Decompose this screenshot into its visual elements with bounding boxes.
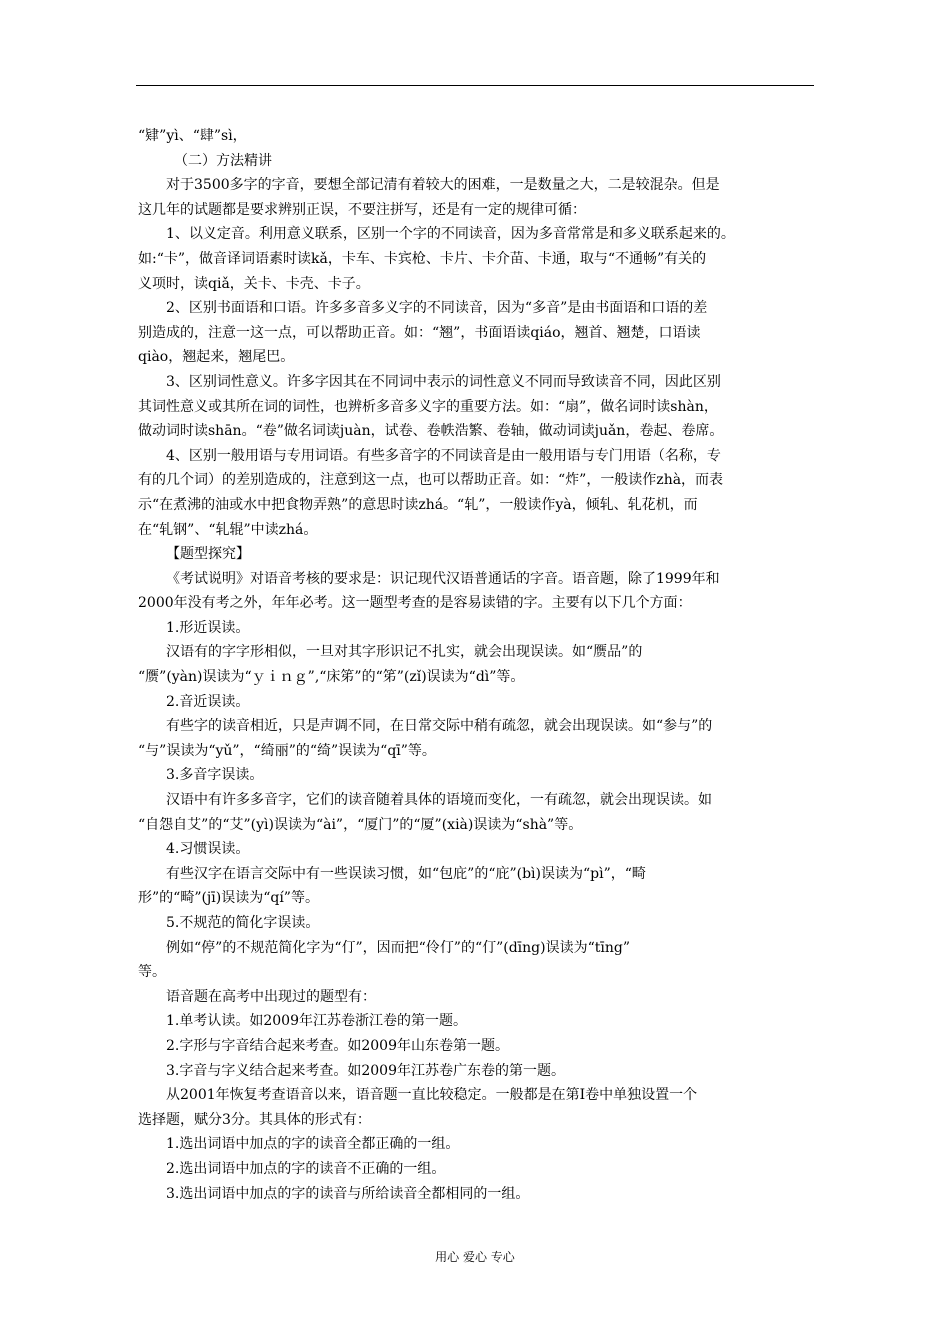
text-line: 对于3500多字的字音，要想全部记清有着较大的困难，一是数量之大，二是较混杂。但是 bbox=[166, 177, 720, 194]
list-item: 1.选出词语中加点的字的读音全都正确的一组。 bbox=[166, 1136, 460, 1153]
list-item: 2.音近误读。 bbox=[166, 693, 250, 710]
text-line: 这几年的试题都是要求辨别正误，不要注拼写，还是有一定的规律可循： bbox=[138, 201, 586, 218]
text-line: “肄”yì、“肆”sì， bbox=[138, 128, 247, 144]
text-line: 其词性意义或其所在词的词性，也辨析多音多义字的重要方法。如：“扇”，做名词时读shàn， bbox=[138, 398, 718, 415]
text-line: 义项时，读qiǎ，关卡、卡壳、卡子。 bbox=[138, 275, 370, 292]
text-line: 形”的“畸”(jī)误读为“qí”等。 bbox=[138, 890, 319, 907]
text-line: 在“轧钢”、“轧辊”中读zhá。 bbox=[138, 521, 318, 538]
list-item: 1.单考认读。如2009年江苏卷浙江卷的第一题。 bbox=[166, 1013, 467, 1030]
list-item: 3.字音与字义结合起来考查。如2009年江苏卷广东卷的第一题。 bbox=[166, 1062, 565, 1079]
list-item: 4.习惯误读。 bbox=[166, 841, 250, 858]
text-line: 2、区别书面语和口语。许多多音多义字的不同读音，因为“多音”是由书面语和口语的差 bbox=[166, 300, 708, 317]
list-item: 1.形近误读。 bbox=[166, 619, 250, 636]
text-line: qiào，翘起来，翘尾巴。 bbox=[138, 349, 295, 366]
list-item: 2.字形与字音结合起来考查。如2009年山东卷第一题。 bbox=[166, 1037, 509, 1054]
list-item: 5.不规范的简化字误读。 bbox=[166, 915, 320, 931]
list-item: 3.选出词语中加点的字的读音与所给读音全都相同的一组。 bbox=[166, 1185, 530, 1202]
section-heading: （二）方法精讲 bbox=[174, 152, 272, 169]
text-line: 别造成的，注意一这一点，可以帮助正音。如：“翘”，书面语读qiáo，翘首、翘楚，口语读 bbox=[138, 324, 701, 341]
text-line: 3、区别词性意义。许多字因其在不同词中表示的词性意义不同而导致读音不同，因此区别 bbox=[166, 373, 721, 390]
text-line: “与”误读为“yǔ”，“绮丽”的“绮”误读为“qī”等。 bbox=[138, 742, 436, 759]
text-line: 2000年没有考之外，年年必考。这一题型考查的是容易读错的字。主要有以下几个方面： bbox=[138, 595, 692, 612]
text-line: 从2001年恢复考查语音以来，语音题一直比较稳定。一般都是在第Ⅰ卷中单独设置一个 bbox=[166, 1087, 698, 1104]
text-line: 例如“停”的不规范简化字为“仃”，因而把“伶仃”的“仃”(dīng)误读为“tīng” bbox=[166, 939, 630, 956]
text-line: 做动词时读shān。“卷”做名词读juàn，试卷、卷帙浩繁、卷轴，做动词读juǎn，卷起、卷席。 bbox=[138, 423, 724, 440]
text-line: 选择题，赋分3分。其具体的形式有： bbox=[138, 1111, 371, 1128]
text-line: 1、以义定音。利用意义联系，区别一个字的不同读音，因为多音常常是和多义联系起来的。 bbox=[166, 226, 735, 243]
text-line: 示“在煮沸的油或水中把食物弄熟”的意思时读zhá。“轧”，一般读作yà，倾轧、轧花机，而 bbox=[138, 496, 698, 513]
list-item: 2.选出词语中加点的字的读音不正确的一组。 bbox=[166, 1160, 446, 1177]
header-rule bbox=[136, 85, 814, 86]
text-line: “赝”(yàn)误读为“ｙｉｎｇ”,“床笫”的“笫”(zǐ)误读为“dì”等。 bbox=[138, 669, 525, 686]
text-line: 等。 bbox=[138, 964, 166, 981]
text-line: 语音题在高考中出现过的题型有： bbox=[166, 988, 376, 1005]
section-heading: 【题型探究】 bbox=[166, 546, 250, 563]
page-footer: 用心 爱心 专心 bbox=[435, 1250, 515, 1264]
text-line: 4、区别一般用语与专用词语。有些多音字的不同读音是由一般用语与专门用语（名称，专 bbox=[166, 447, 721, 464]
text-line: “自怨自艾”的“艾”(yì)误读为“ài”，“厦门”的“厦”(xià)误读为“shà”等。 bbox=[138, 816, 583, 833]
text-line: 汉语有的字字形相似，一旦对其字形识记不扎实，就会出现误读。如“赝品”的 bbox=[166, 644, 643, 661]
list-item: 3.多音字误读。 bbox=[166, 767, 264, 784]
text-line: 有些字的读音相近，只是声调不同，在日常交际中稍有疏忽，就会出现误读。如“参与”的 bbox=[166, 718, 713, 735]
text-line: 有些汉字在语言交际中有一些误读习惯，如“包庇”的“庇”(bì)误读为“pì”，“畸 bbox=[166, 865, 646, 882]
document-body bbox=[138, 124, 814, 1206]
text-line: 汉语中有许多多音字，它们的读音随着具体的语境而变化，一有疏忽，就会出现误读。如 bbox=[166, 792, 712, 809]
text-line: 如:“卡”，做音译词语素时读kǎ，卡车、卡宾枪、卡片、卡介苗、卡通，取与“不通畅”有关的 bbox=[138, 250, 707, 267]
text-line: 《考试说明》对语音考核的要求是：识记现代汉语普通话的字音。语音题，除了1999年和 bbox=[166, 570, 720, 587]
text-line: 有的几个词）的差别造成的，注意到这一点，也可以帮助正音。如：“炸”，一般读作zhà，而表 bbox=[138, 472, 724, 489]
